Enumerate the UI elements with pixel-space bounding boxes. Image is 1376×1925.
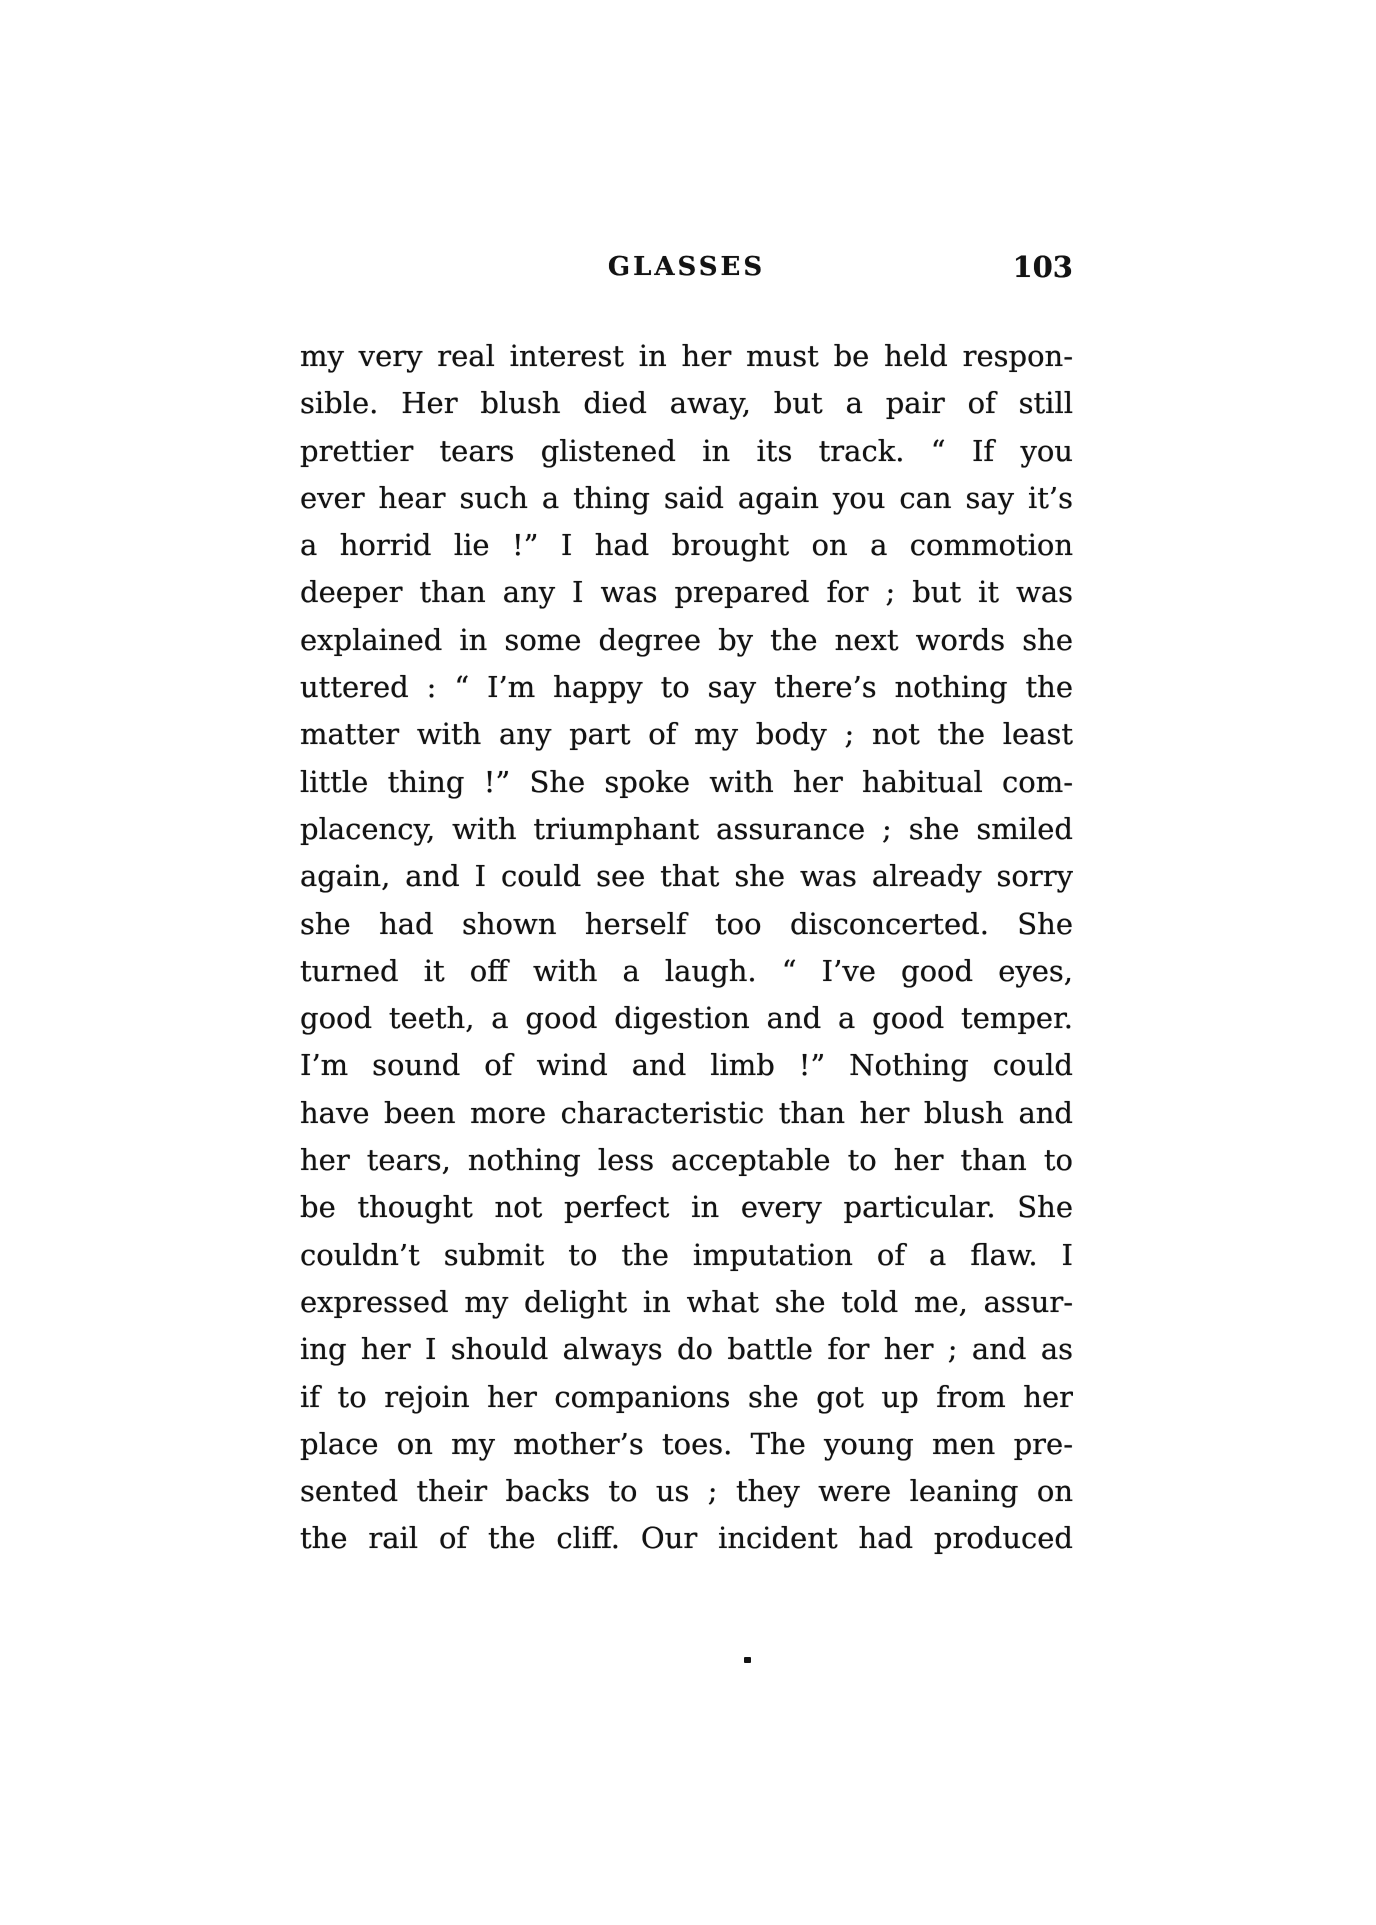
text-line: my very real interest in her must be held respon- <box>300 339 1073 373</box>
text-line: place on my mother’s toes. The young men pre- <box>300 1426 1073 1461</box>
text-line: her tears, nothing less acceptable to her than to <box>300 1143 1073 1178</box>
running-header <box>300 248 1073 290</box>
running-title: GLASSES <box>607 252 766 282</box>
text-line: ing her I should always do battle for her ; and as <box>300 1332 1073 1367</box>
text-line: little thing !” She spoke with her habitual com- <box>300 764 1073 799</box>
text-line: prettier tears glistened in its track. “ If you <box>300 433 1073 468</box>
text-line: the rail of the cliff. Our incident had produced <box>300 1521 1073 1556</box>
text-line: again, and I could see that she was already sorry <box>300 859 1073 894</box>
text-line: she had shown herself too disconcerted. She <box>300 906 1073 941</box>
text-line: sible. Her blush died away, but a pair of still <box>300 386 1073 421</box>
text-line: placency, with triumphant assurance ; she smiled <box>300 811 1073 846</box>
text-line: sented their backs to us ; they were leaning on <box>300 1474 1073 1509</box>
text-line: turned it off with a laugh. “ I’ve good eyes, <box>300 953 1073 988</box>
text-line: a horrid lie !” I had brought on a commotion <box>300 528 1073 563</box>
text-line: couldn’t submit to the imputation of a flaw. I <box>300 1237 1073 1272</box>
page-number: 103 <box>1012 250 1073 284</box>
text-line: deeper than any I was prepared for ; but it was <box>300 575 1073 610</box>
text-line: good teeth, a good digestion and a good temper. <box>300 1001 1073 1036</box>
text-line: if to rejoin her companions she got up from her <box>300 1379 1073 1414</box>
text-line: matter with any part of my body ; not the least <box>300 717 1073 752</box>
text-line: expressed my delight in what she told me, assur- <box>300 1284 1073 1319</box>
text-line: be thought not perfect in every particular. She <box>300 1190 1073 1225</box>
text-line: explained in some degree by the next words she <box>300 622 1073 657</box>
ink-speck <box>744 1657 751 1663</box>
text-line: ever hear such a thing said again you can say it’s <box>300 480 1073 515</box>
text-line: uttered : “ I’m happy to say there’s nothing the <box>300 670 1073 705</box>
body-text-block <box>300 333 1073 1563</box>
text-line: I’m sound of wind and limb !” Nothing could <box>300 1048 1073 1083</box>
text-line: have been more characteristic than her blush and <box>300 1095 1073 1130</box>
